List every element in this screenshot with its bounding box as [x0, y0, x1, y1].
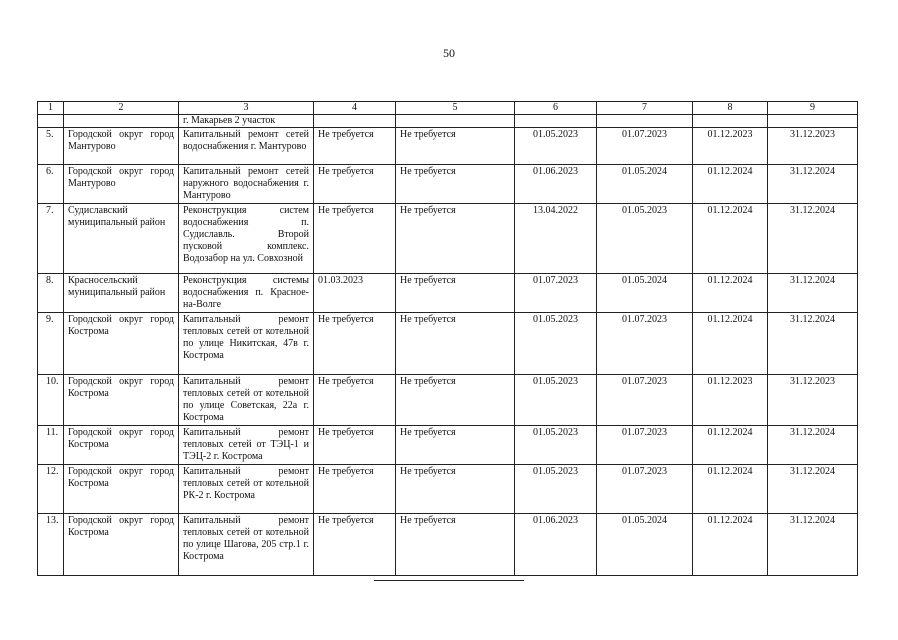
- column-5-cell: Не требуется: [396, 465, 515, 514]
- column-6-cell: 01.06.2023: [515, 514, 597, 576]
- footer-rule: [374, 580, 524, 581]
- object-cell: Капитальный ремонт тепловых сетей от котельной по улице Никитская, 47в г. Кострома: [179, 313, 314, 375]
- column-4-cell: Не требуется: [314, 465, 396, 514]
- column-5-cell: Не требуется: [396, 165, 515, 204]
- table-row: [38, 274, 858, 313]
- column-8-cell: 01.12.2024: [693, 274, 768, 313]
- row-number-cell: 13.: [38, 514, 64, 576]
- row-number-cell: 10.: [38, 375, 64, 426]
- column-4-cell: Не требуется: [314, 204, 396, 274]
- column-5-cell: Не требуется: [396, 375, 515, 426]
- column-4-cell: Не требуется: [314, 514, 396, 576]
- column-6-cell: 01.06.2023: [515, 165, 597, 204]
- municipality-cell: Городской округ город Кострома: [64, 514, 179, 576]
- column-5-cell: Не требуется: [396, 514, 515, 576]
- object-cell: Капитальный ремонт сетей водоснабжения г. Мантурово: [179, 128, 314, 165]
- column-9-cell: 31.12.2024: [768, 313, 858, 375]
- column-7-cell: 01.07.2023: [597, 313, 693, 375]
- header-cell: 4: [314, 102, 396, 115]
- column-4-cell: Не требуется: [314, 128, 396, 165]
- header-cell: 9: [768, 102, 858, 115]
- object-cell: Капитальный ремонт тепловых сетей от котельной РК-2 г. Кострома: [179, 465, 314, 514]
- column-4-cell: Не требуется: [314, 165, 396, 204]
- column-4-cell: Не требуется: [314, 375, 396, 426]
- column-8-cell: 01.12.2024: [693, 204, 768, 274]
- header-cell: 1: [38, 102, 64, 115]
- column-6-cell: 01.05.2023: [515, 313, 597, 375]
- column-5-cell: Не требуется: [396, 128, 515, 165]
- municipality-cell: Городской округ город Мантурово: [64, 165, 179, 204]
- column-5-cell: Не требуется: [396, 313, 515, 375]
- column-7-cell: 01.05.2024: [597, 514, 693, 576]
- column-9-cell: 31.12.2023: [768, 375, 858, 426]
- column-5-cell: Не требуется: [396, 274, 515, 313]
- column-8-cell: 01.12.2023: [693, 128, 768, 165]
- column-6-cell: 13.04.2022: [515, 204, 597, 274]
- column-6-cell: 01.05.2023: [515, 465, 597, 514]
- column-4-cell: Не требуется: [314, 426, 396, 465]
- object-cell: Капитальный ремонт тепловых сетей от котельной по улице Шагова, 205 стр.1 г. Кострома: [179, 514, 314, 576]
- column-4-cell: 01.03.2023: [314, 274, 396, 313]
- header-cell: 5: [396, 102, 515, 115]
- column-7-cell: 01.07.2023: [597, 426, 693, 465]
- table-row: [38, 426, 858, 465]
- column-7-cell: 01.07.2023: [597, 128, 693, 165]
- column-9-cell: 31.12.2023: [768, 128, 858, 165]
- column-4-cell: Не требуется: [314, 313, 396, 375]
- continuation-row: [38, 115, 858, 128]
- column-8-cell: 01.12.2024: [693, 465, 768, 514]
- schedule-table: [37, 101, 858, 576]
- column-5-cell: Не требуется: [396, 204, 515, 274]
- municipality-cell: Красносельский муниципальный район: [64, 274, 179, 313]
- column-8-cell: 01.12.2023: [693, 375, 768, 426]
- municipality-cell: Городской округ город Кострома: [64, 465, 179, 514]
- table-row: [38, 313, 858, 375]
- column-9-cell: 31.12.2024: [768, 426, 858, 465]
- row-number-cell: 9.: [38, 313, 64, 375]
- table-row: [38, 514, 858, 576]
- header-cell: 7: [597, 102, 693, 115]
- header-cell: 8: [693, 102, 768, 115]
- column-9-cell: 31.12.2024: [768, 514, 858, 576]
- table-row: [38, 128, 858, 165]
- column-9-cell: 31.12.2024: [768, 274, 858, 313]
- row-number-cell: 8.: [38, 274, 64, 313]
- table-row: [38, 204, 858, 274]
- column-number-header: [38, 102, 858, 115]
- column-6-cell: 01.05.2023: [515, 128, 597, 165]
- column-6-cell: 01.05.2023: [515, 426, 597, 465]
- header-cell: 2: [64, 102, 179, 115]
- row-number-cell: 7.: [38, 204, 64, 274]
- object-cell: Капитальный ремонт сетей наружного водоснабжения г. Мантурово: [179, 165, 314, 204]
- table-row: [38, 165, 858, 204]
- municipality-cell: Городской округ город Кострома: [64, 313, 179, 375]
- column-8-cell: 01.12.2024: [693, 514, 768, 576]
- row-number-cell: 6.: [38, 165, 64, 204]
- column-7-cell: 01.05.2024: [597, 165, 693, 204]
- column-7-cell: 01.05.2023: [597, 204, 693, 274]
- column-9-cell: 31.12.2024: [768, 465, 858, 514]
- column-9-cell: 31.12.2024: [768, 204, 858, 274]
- header-cell: 6: [515, 102, 597, 115]
- column-8-cell: 01.12.2024: [693, 165, 768, 204]
- municipality-cell: Городской округ город Кострома: [64, 375, 179, 426]
- column-6-cell: 01.05.2023: [515, 375, 597, 426]
- municipality-cell: Судиславский муниципальный район: [64, 204, 179, 274]
- municipality-cell: Городской округ город Мантурово: [64, 128, 179, 165]
- header-cell: 3: [179, 102, 314, 115]
- object-cell: г. Макарьев 2 участок: [179, 115, 314, 128]
- municipality-cell: Городской округ город Кострома: [64, 426, 179, 465]
- column-6-cell: 01.07.2023: [515, 274, 597, 313]
- column-8-cell: 01.12.2024: [693, 313, 768, 375]
- row-number-cell: 5.: [38, 128, 64, 165]
- table-row: [38, 375, 858, 426]
- column-7-cell: 01.05.2024: [597, 274, 693, 313]
- column-9-cell: 31.12.2024: [768, 165, 858, 204]
- page-number: 50: [443, 46, 455, 60]
- object-cell: Капитальный ремонт тепловых сетей от ТЭЦ-1 и ТЭЦ-2 г. Кострома: [179, 426, 314, 465]
- row-number-cell: 11.: [38, 426, 64, 465]
- row-number-cell: 12.: [38, 465, 64, 514]
- column-7-cell: 01.07.2023: [597, 375, 693, 426]
- table-row: [38, 465, 858, 514]
- column-8-cell: 01.12.2024: [693, 426, 768, 465]
- column-5-cell: Не требуется: [396, 426, 515, 465]
- object-cell: Реконструкция систем водоснабжения п. Судиславль. Второй пусковой комплекс. Водозабор на ул. Совхозной: [179, 204, 314, 274]
- object-cell: Капитальный ремонт тепловых сетей от котельной по улице Советская, 22а г. Кострома: [179, 375, 314, 426]
- object-cell: Реконструкция системы водоснабжения п. Красное-на-Волге: [179, 274, 314, 313]
- column-7-cell: 01.07.2023: [597, 465, 693, 514]
